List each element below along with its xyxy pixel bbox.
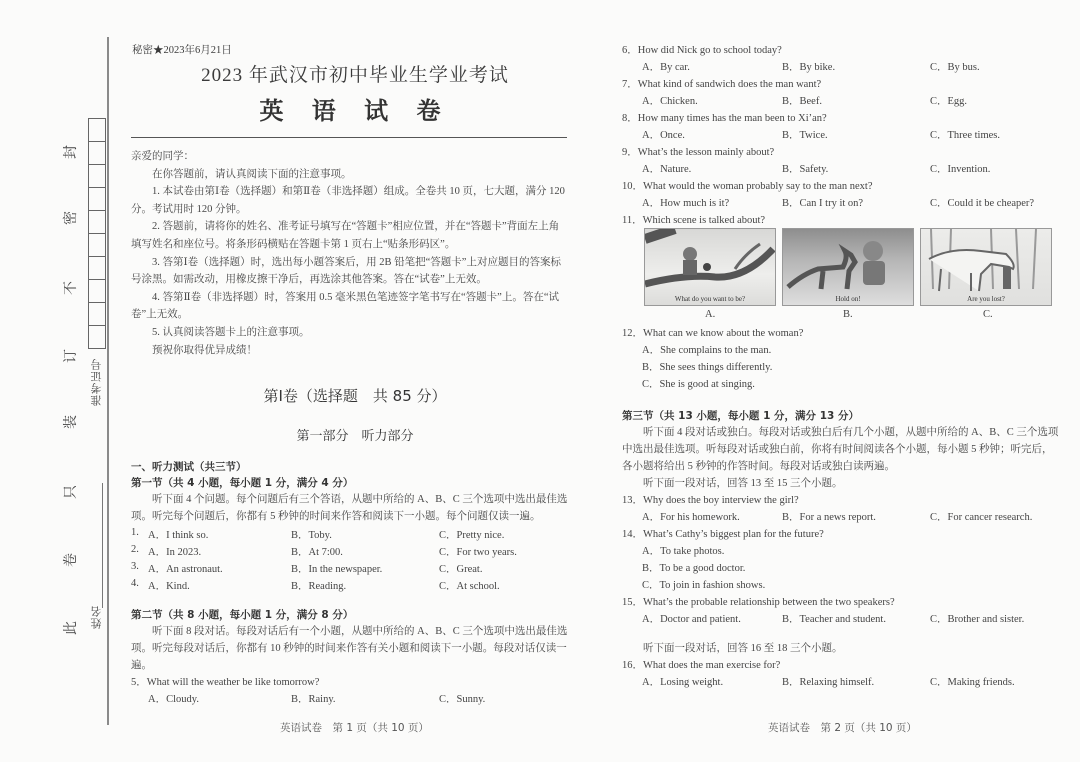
notice-item: 3. 答第Ⅰ卷（选择题）时，选出每小题答案后，用 2B 铅笔把“答题卡”上对应题目的答案标号涂黑。如需改动，用橡皮擦干净后，再选涂其他答案。答在“试卷”上无效。 xyxy=(131,256,561,286)
question-options xyxy=(622,59,1062,76)
name-write-line[interactable] xyxy=(102,483,103,608)
question-row: 1. A．I think so. B．Toby. C．Pretty nice. xyxy=(131,527,505,541)
option-c[interactable]: C．For cancer research. xyxy=(930,512,1033,523)
question-stem: 14．What’s Cathy’s biggest plan for the future? xyxy=(622,529,824,540)
option-a[interactable]: A．Chicken. xyxy=(642,96,698,107)
option-c[interactable]: C．To join in fashion shows. xyxy=(642,580,766,591)
listening-heading: 一、听力测试（共三节） xyxy=(131,461,247,473)
option-c[interactable]: C．Sunny. xyxy=(439,694,486,705)
option-a[interactable]: A．Cloudy. xyxy=(148,694,199,705)
notice-intro: 在你答题前，请认真阅读下面的注意事项。 xyxy=(152,168,352,180)
scene-picture-a[interactable] xyxy=(644,228,776,306)
option-c[interactable]: C．For two years. xyxy=(439,547,517,558)
option-a[interactable]: A．She complains to the man. xyxy=(642,345,772,356)
question-options xyxy=(622,195,1062,212)
option-b[interactable]: B．At 7:00. xyxy=(291,547,343,558)
name-label: 姓名 xyxy=(90,605,103,629)
seal-char: 装 xyxy=(63,415,79,429)
option-c[interactable]: C．At school. xyxy=(439,581,500,592)
question-stem: 10．What would the woman probably say to the man next? xyxy=(622,181,873,192)
picture-caption: Are you lost? xyxy=(967,295,1005,303)
notice-block xyxy=(131,148,568,359)
option-b[interactable]: B．Rainy. xyxy=(291,694,336,705)
option-a[interactable]: A．An astronaut. xyxy=(148,564,223,575)
notice-greeting: 亲爱的同学： xyxy=(131,151,194,162)
option-a[interactable]: A．Once. xyxy=(642,130,685,141)
notice-item: 5. 认真阅读答题卡上的注意事项。 xyxy=(152,326,310,338)
picture-label: B. xyxy=(843,309,853,320)
picture-label: A. xyxy=(705,309,716,320)
option-b[interactable]: B．She sees things differently. xyxy=(642,362,773,373)
page-footer: 英语试卷 第 2 页（共 10 页） xyxy=(768,722,917,734)
question-options xyxy=(622,674,1062,691)
page-footer: 英语试卷 第 1 页（共 10 页） xyxy=(280,722,429,734)
seal-char: 不 xyxy=(63,281,79,295)
option-b[interactable]: B．Toby. xyxy=(291,530,332,541)
fox-and-child-illustration xyxy=(783,229,913,305)
section-2-instructions: 听下面 8 段对话。每段对话后有一个小题，从题中所给的 A、B、C 三个选项中选出最佳选项。听完每段对话后，你都有 10 秒钟的时间来作答有关小题和阅读下一小题。每段对话仅读一遍。 xyxy=(131,626,568,671)
option-c[interactable]: C．Three times. xyxy=(930,130,1000,141)
question-options xyxy=(131,691,568,708)
question-row: 2. A．In 2023. B．At 7:00. C．For two years. xyxy=(131,544,517,558)
question-stem: 7．What kind of sandwich does the man want? xyxy=(622,79,822,90)
part-title: 第一部分 听力部分 xyxy=(296,429,414,444)
group-intro: 听下面一段对话，回答 16 至 18 三个小题。 xyxy=(643,643,843,654)
exam-id-label: 准考证号 xyxy=(90,358,103,406)
section-3-heading: 第三节（共 13 小题，每小题 1 分，满分 13 分） xyxy=(622,410,859,422)
option-a[interactable]: A．Nature. xyxy=(642,164,692,175)
option-a[interactable]: A．By car. xyxy=(642,62,690,73)
option-b[interactable]: B．Can I try it on? xyxy=(782,198,864,209)
option-b[interactable]: B．Teacher and student. xyxy=(782,614,886,625)
listening-section-3 xyxy=(622,408,1062,691)
option-a[interactable]: A．For his homework. xyxy=(642,512,740,523)
question-options xyxy=(622,611,1062,628)
question-stem: 16．What does the man exercise for? xyxy=(622,660,781,671)
option-a[interactable]: A．I think so. xyxy=(148,530,209,541)
option-c[interactable]: C．Invention. xyxy=(930,164,991,175)
exam-id-boxes[interactable] xyxy=(88,118,106,349)
picture-caption: What do you want to be? xyxy=(674,295,746,303)
question-stem: 8．How many times has the man been to Xi’an? xyxy=(622,113,827,124)
option-b[interactable]: B．To be a good doctor. xyxy=(642,563,746,574)
option-b[interactable]: B．Beef. xyxy=(782,96,822,107)
option-c[interactable]: C．Great. xyxy=(439,564,483,575)
tree-branch-illustration xyxy=(645,229,775,305)
picture-caption: Hold on! xyxy=(835,295,861,303)
volume-title: 第Ⅰ卷（选择题 共 85 分） xyxy=(263,387,447,405)
section-1-instructions: 听下面 4 个问题。每个问题后有三个答语，从题中所给的 A、B、C 三个选项中选出最佳选项。听完每个问题后，你都有 5 秒钟的时间来作答和阅读下一小题。每个问题仅读一遍。 xyxy=(131,494,568,522)
question-stem: 13．Why does the boy interview the girl? xyxy=(622,495,799,506)
option-b[interactable]: B．Relaxing himself. xyxy=(782,677,875,688)
seal-char: 此 xyxy=(63,621,79,635)
notice-item: 2. 答题前，请将你的姓名、准考证号填写在“答题卡”相应位置，并在“答题卡”背面左上角填写姓名和座位号。将条形码横贴在答题卡第 1 页右上“贴条形码区”。 xyxy=(131,221,560,250)
option-c[interactable]: C．Making friends. xyxy=(930,677,1015,688)
option-b[interactable]: B．In the newspaper. xyxy=(291,564,383,575)
notice-closing: 预祝你取得优异成绩！ xyxy=(152,344,257,356)
question-options xyxy=(622,127,1062,144)
question-stem: 6．How did Nick go to school today? xyxy=(622,45,782,56)
option-a[interactable]: A．To take photos. xyxy=(642,546,725,557)
option-b[interactable]: B．Twice. xyxy=(782,130,828,141)
question-options xyxy=(622,509,1062,526)
seal-char: 卷 xyxy=(63,553,79,567)
question-12 xyxy=(622,325,1062,393)
option-c[interactable]: C．Pretty nice. xyxy=(439,530,505,541)
question-stem: 9．What’s the lesson mainly about? xyxy=(622,147,775,158)
notice-item: 4. 答第Ⅱ卷（非选择题）时，答案用 0.5 毫米黑色笔迹签字笔书写在“答题卡”上。答在“试卷”上无效。 xyxy=(131,291,559,321)
binding-line xyxy=(107,37,109,725)
seal-char: 封 xyxy=(63,145,79,159)
question-stem: 5．What will the weather be like tomorrow? xyxy=(131,677,320,688)
option-a[interactable]: A．Doctor and patient. xyxy=(642,614,741,625)
question-row: 4. A．Kind. B．Reading. C．At school. xyxy=(131,578,500,592)
question-stem: 11．Which scene is talked about? xyxy=(622,215,766,226)
option-b[interactable]: B．Reading. xyxy=(291,581,347,592)
option-b[interactable]: B．Safety. xyxy=(782,164,829,175)
option-b[interactable]: B．By bike. xyxy=(782,62,836,73)
scene-picture-c[interactable] xyxy=(920,228,1052,306)
question-stem: 15．What’s the probable relationship between the two speakers? xyxy=(622,597,895,608)
option-b[interactable]: B．For a news report. xyxy=(782,512,876,523)
question-row: 3. A．An astronaut. B．In the newspaper. C．Great. xyxy=(131,561,483,575)
option-a[interactable]: A．Losing weight. xyxy=(642,677,724,688)
section-1-heading: 第一节（共 4 小题，每小题 1 分，满分 4 分） xyxy=(131,477,354,489)
question-options xyxy=(622,93,1062,110)
title-divider xyxy=(131,137,567,138)
picture-label: C. xyxy=(983,309,993,320)
option-a[interactable]: A．How much is it? xyxy=(642,198,730,209)
exam-title: 2023 年武汉市初中毕业生学业考试 xyxy=(201,65,509,86)
question-options xyxy=(622,161,1062,178)
seal-char: 密 xyxy=(63,211,79,225)
option-c[interactable]: C．She is good at singing. xyxy=(642,379,755,390)
questions-6-10 xyxy=(622,42,1062,229)
option-c[interactable]: C．Egg. xyxy=(930,96,968,107)
option-c[interactable]: C．By bus. xyxy=(930,62,980,73)
question-stem: 12．What can we know about the woman? xyxy=(622,328,804,339)
option-c[interactable]: C．Brother and sister. xyxy=(930,614,1025,625)
exam-subtitle: 英 语 试 卷 xyxy=(259,97,451,125)
scene-picture-b[interactable] xyxy=(782,228,914,306)
listening-section-1 xyxy=(131,459,568,708)
option-a[interactable]: A．Kind. xyxy=(148,581,190,592)
option-a[interactable]: A．In 2023. xyxy=(148,547,202,558)
seal-char: 订 xyxy=(63,349,79,363)
seal-char: 只 xyxy=(63,485,79,499)
notice-item: 1. 本试卷由第Ⅰ卷（选择题）和第Ⅱ卷（非选择题）组成。全卷共 10 页，七大题，满分 120 分。考试用时 120 分钟。 xyxy=(131,186,565,215)
horse-in-forest-illustration xyxy=(921,229,1051,305)
option-c[interactable]: C．Could it be cheaper? xyxy=(930,198,1035,209)
section-2-heading: 第二节（共 8 小题，每小题 1 分，满分 8 分） xyxy=(131,609,354,621)
group-intro: 听下面一段对话，回答 13 至 15 三个小题。 xyxy=(643,478,843,489)
section-3-instructions: 听下面 4 段对话或独白。每段对话或独白后有几个小题，从题中所给的 A、B、C 三个选项中选出最佳选项。听每段对话或独白前，你将有时间阅读各个小题，每小题 5 秒钟；听完后，各小题将给出 5 秒钟的作答时间。每段对话或独白读两遍。 xyxy=(622,427,1059,472)
secret-date: 秘密★2023年6月21日 xyxy=(132,45,232,56)
